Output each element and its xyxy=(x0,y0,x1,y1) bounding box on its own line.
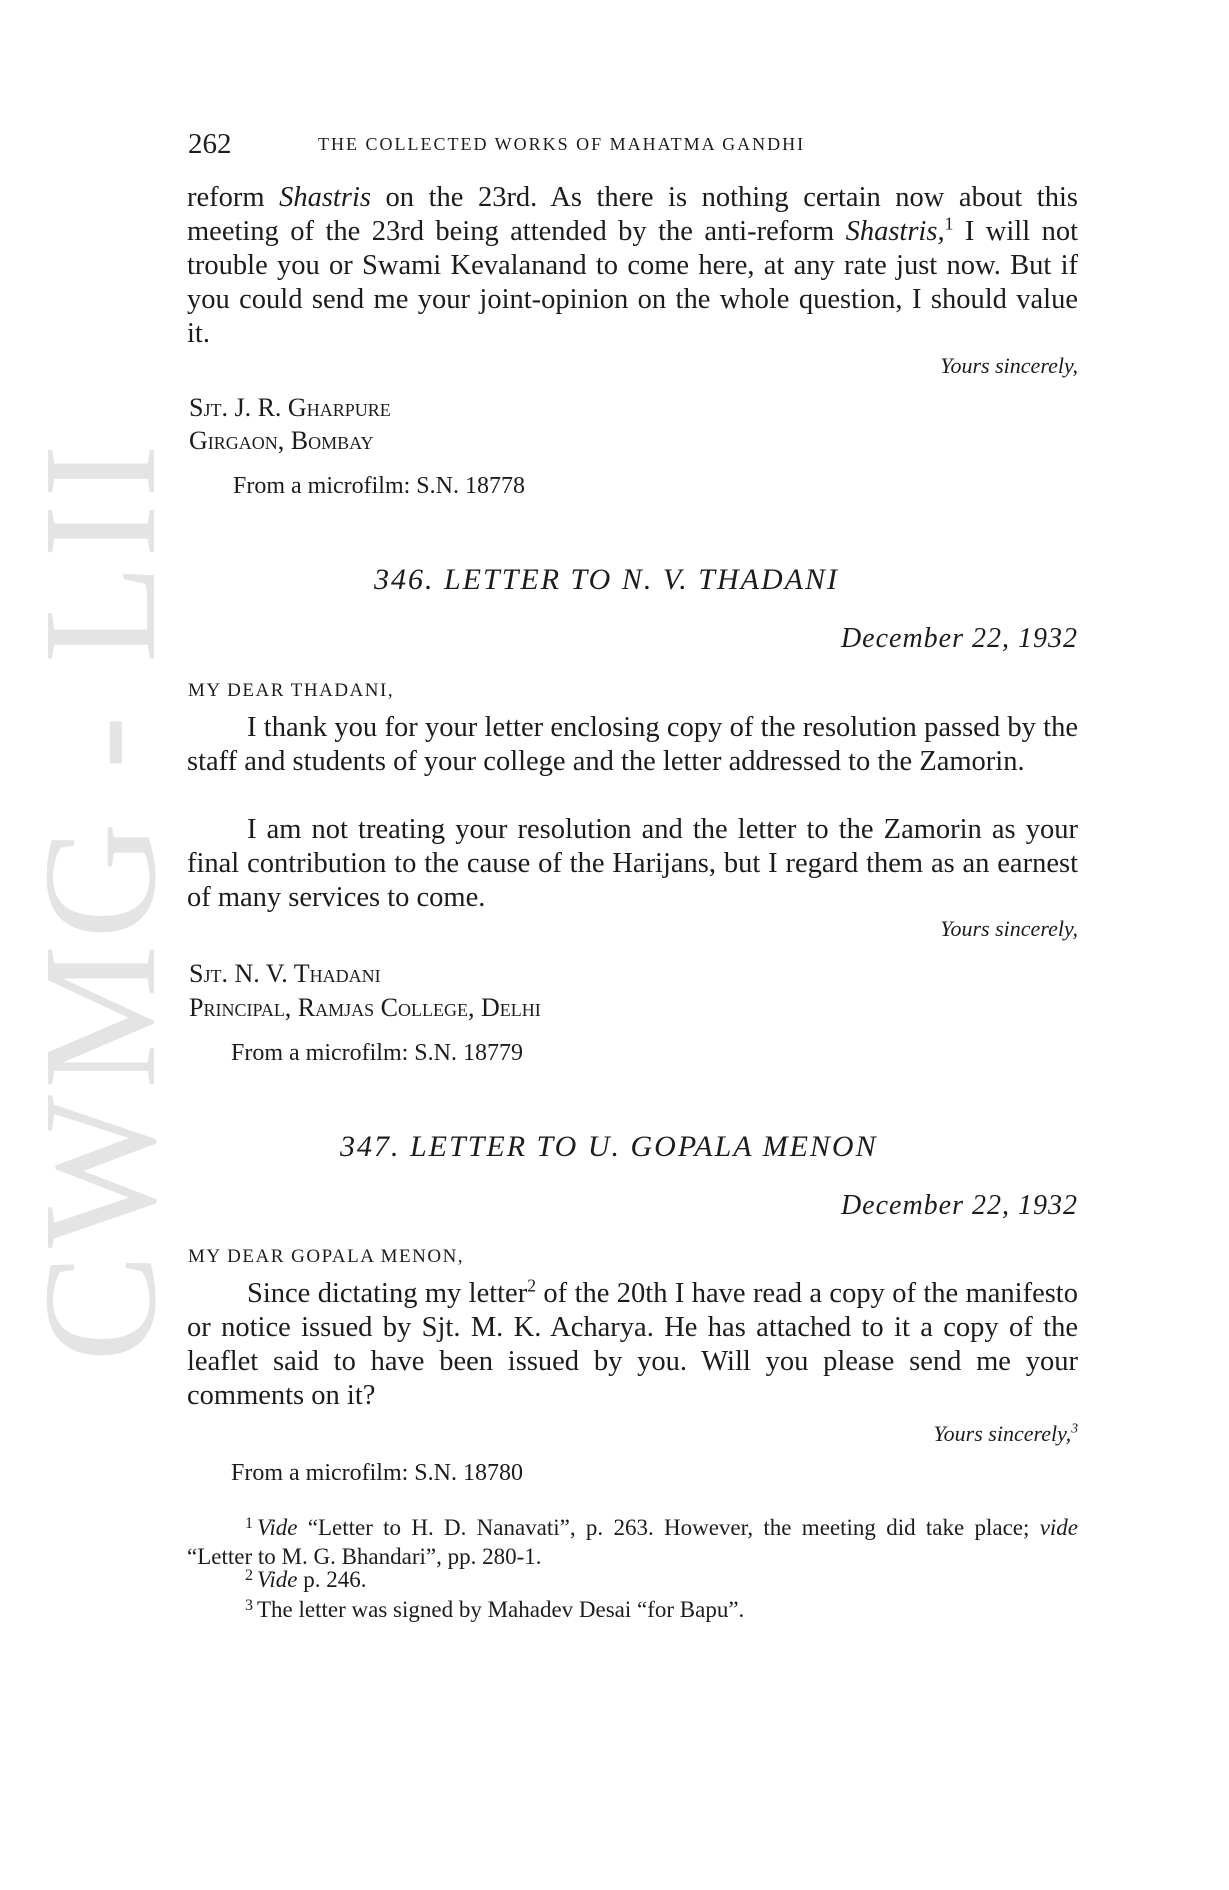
footnote-marker: 3 xyxy=(1071,1420,1078,1436)
running-header xyxy=(188,128,805,161)
page-number: 262 xyxy=(188,128,232,160)
addressee-name: Sjt. J. R. Gharpure xyxy=(189,393,391,422)
footnote-text: “Letter to M. G. Bhandari”, pp. 280-1. xyxy=(187,1544,542,1569)
footnote-3 xyxy=(245,1597,744,1623)
letter-date: December 22, 1932 xyxy=(840,1190,1078,1221)
text-span: I will not trouble you or Swami Kevalanand to come here, at any rate just now. But if you could send me your joint-opinion on the whole question, I should value it. xyxy=(187,216,1078,349)
italic-vide: vide xyxy=(1039,1515,1078,1540)
footnote-text: “Letter to H. D. Nanavati”, p. 263. However, the meeting did take place; xyxy=(297,1515,1040,1540)
letter-paragraph xyxy=(187,1277,1078,1413)
running-title: THE COLLECTED WORKS OF MAHATMA GANDHI xyxy=(318,134,806,154)
signoff xyxy=(933,1421,1078,1447)
footnote-text: The letter was signed by Mahadev Desai “for Bapu”. xyxy=(257,1597,745,1622)
source-note: From a microfilm: S.N. 18778 xyxy=(233,473,525,499)
signoff: Yours sincerely, xyxy=(940,916,1078,941)
text-span: Since dictating my letter xyxy=(247,1278,528,1309)
text-span: reform xyxy=(187,182,280,213)
footnote-text: p. 246. xyxy=(297,1567,367,1592)
addressee-name: Sjt. N. V. Thadani xyxy=(189,959,381,988)
continuation-paragraph xyxy=(187,181,1078,351)
source-note: From a microfilm: S.N. 18780 xyxy=(231,1460,523,1486)
source-note: From a microfilm: S.N. 18779 xyxy=(231,1040,523,1066)
signoff: Yours sincerely, xyxy=(940,353,1078,378)
footnote-marker: 2 xyxy=(527,1275,537,1296)
italic-shastris: Shastris, xyxy=(845,216,945,247)
footnote-2 xyxy=(245,1567,366,1593)
italic-vide: Vide xyxy=(257,1515,298,1540)
footnote-number: 1 xyxy=(245,1515,253,1532)
letter-heading: 346. LETTER TO N. V. THADANI xyxy=(374,563,839,596)
italic-shastris: Shastris xyxy=(279,182,371,213)
addressee-address: Principal, Ramjas College, Delhi xyxy=(189,993,541,1022)
text-span: of the 20th I have read a copy of the manifesto or notice issued by Sjt. M. K. Acharya. He has attached to it a copy of the leaflet said to have been issued by you. Will you please send me your comments on it? xyxy=(187,1278,1078,1411)
italic-vide: Vide xyxy=(257,1567,298,1592)
footnote-number: 3 xyxy=(245,1597,253,1614)
volume-watermark: CWMG - LII xyxy=(11,438,190,1362)
footnote-1 xyxy=(187,1509,1078,1571)
letter-heading: 347. LETTER TO U. GOPALA MENON xyxy=(340,1130,878,1163)
footnote-number: 2 xyxy=(245,1567,253,1584)
footnote-marker: 1 xyxy=(944,213,954,234)
letter-paragraph: I thank you for your letter enclosing copy of the resolution passed by the staff and students of your college and the letter addressed to the Zamorin. xyxy=(187,712,1078,777)
letter-date: December 22, 1932 xyxy=(840,623,1078,654)
signoff-text: Yours sincerely, xyxy=(933,1421,1072,1446)
text-span: on the 23rd. As there is nothing certain now about this meeting of the 23rd being attended by the anti-reform xyxy=(187,182,1078,247)
addressee-address: Girgaon, Bombay xyxy=(189,426,374,455)
salutation: MY DEAR GOPALA MENON, xyxy=(188,1246,465,1267)
letter-paragraph: I am not treating your resolution and the letter to the Zamorin as your final contribution to the cause of the Harijans, but I regard them as an earnest of many services to come. xyxy=(187,814,1078,913)
salutation: MY DEAR THADANI, xyxy=(188,680,395,701)
